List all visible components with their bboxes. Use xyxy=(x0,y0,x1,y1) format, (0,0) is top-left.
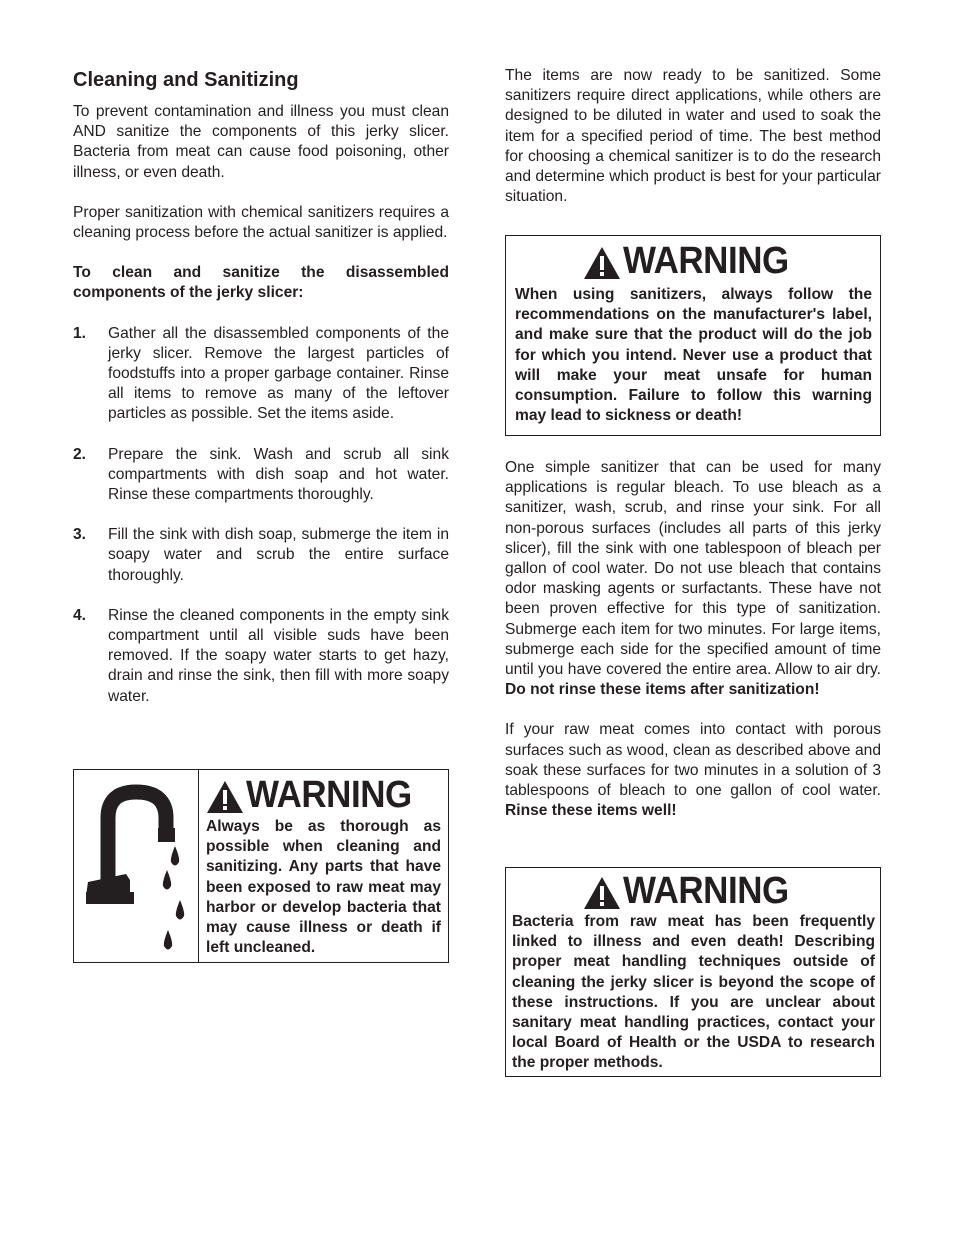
bleach-paragraph xyxy=(505,458,881,700)
step-text: Rinse the cleaned components in the empty sink compartment until all visible suds have been removed. If the soapy water starts to get hazy, drain and rinse the sink, then fill with more soapy water. xyxy=(108,606,449,705)
warning-label: WARNING xyxy=(623,870,790,912)
sanitize-intro-paragraph: The items are now ready to be sanitized. Some sanitizers require direct applications, while others are designed to be diluted in water and used to soak the item for a specified period of time. The best method for choosing a chemical sanitizer is to do the research and determine which product is best for your particular situation. xyxy=(505,67,881,206)
porous-emphasis: Rinse these items well! xyxy=(505,802,677,820)
list-item xyxy=(73,445,449,506)
warning-label: WARNING xyxy=(246,774,412,816)
list-item xyxy=(73,525,449,586)
cleaning-steps xyxy=(73,324,449,707)
porous-text: If your raw meat comes into contact with porous surfaces such as wood, clean as described above and soak these surfaces for two minutes in a solution of 3 tablespoons of bleach to one gallon of cool water. xyxy=(505,721,881,800)
warning-header xyxy=(206,776,441,814)
list-item xyxy=(73,606,449,707)
warning-label: WARNING xyxy=(623,240,790,282)
warning-box-faucet xyxy=(73,769,449,963)
warning-box-sanitizer xyxy=(505,235,881,436)
warning-text: Bacteria from raw meat has been frequently linked to illness and even death! Describing proper meat handling techniques outside of cleaning the jerky slicer is beyond the scope of these instructions. If you are unclear about sanitary meat handling practices, contact your local Board of Health or the USDA to research the proper methods. xyxy=(512,913,875,1072)
step-text: Fill the sink with dish soap, submerge the item in soapy water and scrub the entire surface thoroughly. xyxy=(108,526,449,584)
right-column xyxy=(505,66,881,227)
warning-text: When using sanitizers, always follow the recommendations on the manufacturer's label, and make sure that the product will do the job for which you intend. Never use a product that will make your meat unsafe for human consumption. Failure to follow this warning may lead to sickness or death! xyxy=(515,286,872,425)
intro-paragraph: To prevent contamination and illness you must clean AND sanitize the components of this jerky slicer. Bacteria from meat can cause food poisoning, other illness, or even death. xyxy=(73,103,449,181)
porous-paragraph xyxy=(505,720,881,821)
warning-triangle-icon xyxy=(583,876,621,910)
step-number: 1. xyxy=(73,324,87,342)
sanitization-paragraph: Proper sanitization with chemical sanitizers requires a cleaning process before the actual sanitizer is applied. xyxy=(73,203,449,242)
step-number: 4. xyxy=(73,606,87,624)
bleach-text: One simple sanitizer that can be used for many applications is regular bleach. To use bleach as a sanitizer, wash, scrub, and rinse your sink. For all non-porous surfaces (includes all parts of this jerky slicer), fill the sink with one tablespoon of bleach per gallon of cool water. Do not use bleach that contains odor masking agents or surfactants. These have not been proven effective for this type of sanitization. Submerge each item for two minutes. For large items, submerge each side for the specified amount of time until you have covered the entire area. Allow to air dry. xyxy=(505,459,881,679)
warning-box-bacteria xyxy=(505,867,881,1077)
procedure-intro: To clean and sanitize the disassembled components of the jerky slicer: xyxy=(73,264,449,302)
step-number: 2. xyxy=(73,445,87,463)
warning-text: Always be as thorough as possible when cleaning and sanitizing. Any parts that have been exposed to raw meat may harbor or develop bacteria that may cause illness or death if left uncleaned. xyxy=(206,818,441,957)
faucet-icon xyxy=(74,770,199,962)
step-text: Gather all the disassembled components of the jerky slicer. Remove the largest particles of foodstuffs into a proper garbage container. Rinse all items to remove as many of the leftover particles as possible. Set the items aside. xyxy=(108,324,449,423)
warning-header xyxy=(512,872,875,910)
warning-header xyxy=(515,242,872,280)
right-column-lower xyxy=(505,458,881,841)
warning-content xyxy=(199,770,448,962)
warning-triangle-icon xyxy=(206,780,244,814)
section-title: Cleaning and Sanitizing xyxy=(73,69,299,91)
warning-triangle-icon xyxy=(583,246,621,280)
bleach-emphasis: Do not rinse these items after sanitization! xyxy=(505,681,820,699)
left-column xyxy=(73,66,449,727)
step-number: 3. xyxy=(73,526,87,544)
step-text: Prepare the sink. Wash and scrub all sink compartments with dish soap and hot water. Rinse these compartments thoroughly. xyxy=(108,445,449,504)
list-item xyxy=(73,324,449,425)
